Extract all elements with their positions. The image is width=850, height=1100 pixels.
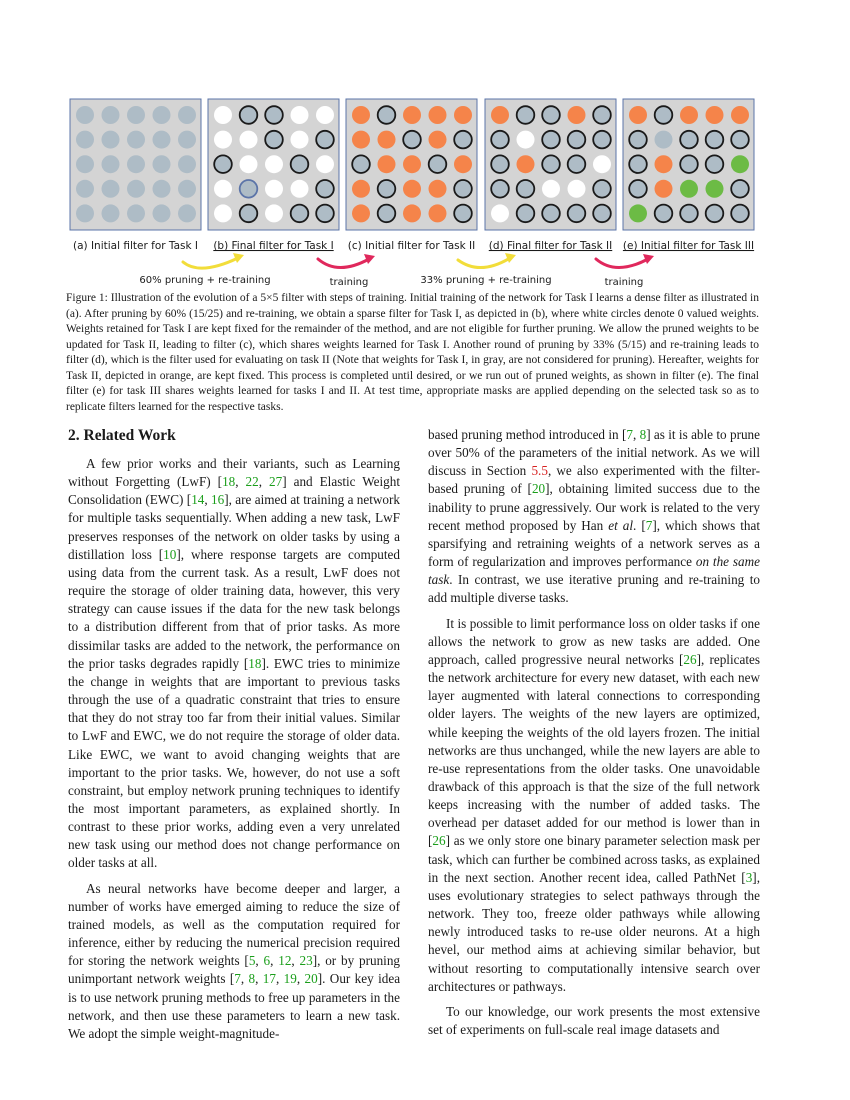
weight-cell — [352, 131, 370, 149]
citation[interactable]: 7 — [234, 971, 241, 987]
text-run: ], or by pruning unimportant network weights [ — [68, 953, 401, 987]
weight-cell — [629, 155, 647, 173]
weight-cell — [454, 180, 472, 198]
weight-cell — [240, 205, 258, 223]
text-run: , — [204, 492, 212, 508]
arrow-curve — [318, 259, 369, 268]
citation[interactable]: 7 — [645, 517, 653, 533]
text-run: , — [240, 971, 249, 987]
weight-cell — [127, 131, 145, 149]
weight-cell — [680, 205, 698, 223]
citation[interactable]: 23 — [299, 953, 313, 969]
text-run: ] as it is able to prune over 50% of the parameters of the initial network. As we will discuss in Section — [428, 427, 761, 479]
weight-cell — [491, 204, 509, 222]
text-run: ], replicates the network architecture for every new dataset, with each new layer augmented with lateral connections to corresponding older layers. The weights of the new layers are optimized, while keeping the weights of the old layers frozen. The initial networks are thus unchanged, while the new layers are able to re-use representations from the older tasks. One unavoidable drawback of this approach is that the size of the full network keeps increasing with the number of added tasks. The overhead per dataset added for our method is lower than in [ — [428, 651, 760, 849]
citation[interactable]: 20 — [304, 971, 318, 987]
weight-cell — [316, 205, 334, 223]
weight-cell — [178, 204, 196, 222]
weight-cell — [629, 180, 647, 198]
text-run: It is possible to limit performance loss on older tasks if one allows the network to grow as new tasks are added. One approach, called progressive neural networks [ — [428, 615, 760, 667]
weight-cell — [403, 180, 421, 198]
paragraph — [428, 1003, 760, 1039]
weight-cell — [291, 180, 309, 198]
weight-cell — [429, 106, 447, 124]
weight-cell — [127, 204, 145, 222]
weight-cell — [214, 204, 232, 222]
weight-cell — [378, 205, 396, 223]
weight-cell — [265, 131, 283, 149]
panel-label: (d) Final filter for Task II — [488, 240, 613, 252]
weight-cell — [240, 155, 258, 173]
citation[interactable]: 10 — [163, 546, 177, 562]
weight-cell — [316, 180, 334, 198]
weight-cell — [655, 131, 673, 149]
weight-cell — [655, 106, 673, 124]
citation[interactable]: 12 — [278, 953, 292, 969]
weight-cell — [153, 204, 171, 222]
weight-cell — [454, 205, 472, 223]
arrow-head — [364, 254, 375, 264]
weight-cell — [291, 106, 309, 124]
weight-cell — [352, 106, 370, 124]
weight-cell — [153, 155, 171, 173]
panel-label: (b) Final filter for Task I — [213, 240, 334, 252]
weight-cell — [542, 106, 560, 124]
weight-cell — [316, 106, 334, 124]
weight-cell — [655, 155, 673, 173]
weight-cell — [491, 155, 509, 173]
weight-cell — [240, 106, 258, 124]
weight-cell — [352, 180, 370, 198]
weight-cell — [680, 155, 698, 173]
weight-cell — [517, 155, 535, 173]
weight-cell — [265, 155, 283, 173]
weight-cell — [378, 180, 396, 198]
right-column — [428, 426, 760, 1046]
text-run: , — [275, 971, 284, 987]
weight-cell — [568, 106, 586, 124]
weight-cell — [378, 131, 396, 149]
weight-cell — [454, 155, 472, 173]
figure-1 — [0, 0, 850, 300]
weight-cell — [178, 106, 196, 124]
citation[interactable]: 22 — [245, 474, 259, 490]
citation[interactable]: 8 — [248, 971, 256, 987]
transition-arrow — [318, 254, 375, 288]
citation[interactable]: 17 — [262, 971, 276, 987]
citation[interactable]: 19 — [283, 971, 297, 987]
weight-cell — [593, 180, 611, 198]
filter-panel-d — [485, 99, 616, 252]
arrow-curve — [596, 259, 648, 268]
text-run: ]. Our key idea is to use network pruning methods to free up parameters in the network, and then use these parameters to learn a new task. We adopt the simple weight-magnitude- — [68, 971, 401, 1041]
arrow-curve — [458, 258, 510, 268]
citation[interactable]: 6 — [263, 953, 271, 969]
weight-cell — [680, 106, 698, 124]
paragraph — [68, 455, 400, 873]
section-ref[interactable]: 5.5 — [531, 463, 548, 479]
weight-cell — [731, 180, 749, 198]
weight-cell — [568, 155, 586, 173]
weight-cell — [593, 205, 611, 223]
weight-cell — [680, 180, 698, 198]
citation[interactable]: 18 — [222, 474, 236, 490]
text-run: , — [235, 474, 246, 490]
weight-cell — [214, 155, 232, 173]
text-run: , — [291, 953, 300, 969]
weight-cell — [706, 131, 724, 149]
weight-cell — [731, 131, 749, 149]
panel-label: (a) Initial filter for Task I — [73, 240, 198, 252]
caption-label: Figure 1: — [66, 292, 108, 304]
weight-cell — [153, 106, 171, 124]
weight-cell — [568, 180, 586, 198]
weight-cell — [316, 131, 334, 149]
citation[interactable]: 7 — [626, 427, 633, 442]
arrow-label: 60% pruning + re-training — [139, 275, 271, 286]
weight-cell — [454, 131, 472, 149]
text-run: , — [632, 427, 640, 442]
weight-cell — [731, 205, 749, 223]
weight-cell — [429, 180, 447, 198]
text-run: . In contrast, we use iterative pruning and re-training to add multiple diverse tasks. — [428, 572, 760, 606]
weight-cell — [76, 204, 94, 222]
citation[interactable]: 8 — [639, 427, 647, 442]
text-run: , — [296, 971, 305, 987]
emphasis: et al — [608, 517, 634, 533]
weight-cell — [240, 131, 258, 149]
weight-cell — [178, 155, 196, 173]
weight-cell — [542, 131, 560, 149]
weight-cell — [706, 106, 724, 124]
weight-cell — [76, 131, 94, 149]
filter-panel-a — [70, 99, 201, 252]
text-run: A few prior works and their variants, such as Learning without Forgetting (LwF) [ — [68, 456, 400, 490]
weight-cell — [491, 106, 509, 124]
weight-cell — [291, 155, 309, 173]
weight-cell — [491, 180, 509, 198]
text-run: ] as we only store one binary parameter selection mask per task, which can further be combined across tasks, as explained in the next section. Another recent idea, called PathNet [ — [428, 833, 760, 885]
filter-panel-c — [346, 99, 477, 252]
paragraph — [68, 880, 400, 1043]
weight-cell — [76, 106, 94, 124]
weight-cell — [178, 131, 196, 149]
weight-cell — [265, 180, 283, 198]
weight-cell — [265, 106, 283, 124]
panel-label: (c) Initial filter for Task II — [347, 240, 476, 252]
weight-cell — [655, 180, 673, 198]
weight-cell — [593, 106, 611, 124]
transition-arrow — [420, 253, 551, 286]
weight-cell — [517, 205, 535, 223]
arrow-label: training — [604, 277, 644, 288]
section-title: 2. Related Work — [68, 427, 176, 444]
weight-cell — [568, 131, 586, 149]
weight-cell — [403, 155, 421, 173]
text-run: ], where response targets are computed using data from the current task. As a result, LwF does not require the storage of older training data, however, this very strategy can cause issues if the data for the new task belongs to a distribution different from that of prior tasks. As more dissimilar tasks are added to the network, the performance on the prior tasks degrades rapidly [ — [68, 546, 401, 671]
weight-cell — [429, 131, 447, 149]
weight-cell — [76, 155, 94, 173]
text-run: ] and Elastic Weight Consolidation (EWC) [ — [68, 474, 401, 508]
weight-cell — [153, 131, 171, 149]
text-run: To our knowledge, our work presents the most extensive set of experiments on full-scale real image datasets and — [428, 1003, 760, 1037]
citation[interactable]: 18 — [248, 655, 262, 671]
weight-cell — [127, 180, 145, 198]
weight-cell — [102, 180, 120, 198]
citation[interactable]: 26 — [432, 833, 446, 849]
weight-cell — [403, 106, 421, 124]
weight-cell — [517, 131, 535, 149]
weight-cell — [542, 205, 560, 223]
weight-cell — [706, 155, 724, 173]
weight-cell — [352, 204, 370, 222]
weight-cell — [629, 204, 647, 222]
weight-cell — [403, 204, 421, 222]
text-run: , — [258, 474, 270, 490]
weight-cell — [214, 106, 232, 124]
text-run: , — [270, 953, 279, 969]
transition-arrow — [596, 254, 654, 288]
weight-cell — [429, 204, 447, 222]
weight-cell — [593, 131, 611, 149]
weight-cell — [403, 131, 421, 149]
weight-cell — [593, 155, 611, 173]
weight-cell — [102, 131, 120, 149]
text-run: As neural networks have become deeper and larger, a number of works have emerged aiming to reduce the size of trained models, as well as the computation required for inference, either by reducing the numerical precision required for storing the network weights [ — [68, 880, 400, 969]
citation[interactable]: 5 — [248, 953, 256, 969]
citation[interactable]: 27 — [269, 474, 283, 490]
weight-cell — [429, 155, 447, 173]
weight-cell — [291, 205, 309, 223]
arrow-label: training — [329, 277, 369, 288]
text-run: ], obtaining limited success due to the inability to prune aggressively. Our work is related to the very recent method proposed by Han — [428, 481, 760, 533]
paragraph — [428, 615, 760, 996]
arrow-label: 33% pruning + re-training — [420, 275, 552, 286]
weight-cell — [731, 155, 749, 173]
text-run: , we also experimented with the filter-based pruning of [ — [428, 463, 760, 497]
weight-cell — [629, 106, 647, 124]
weight-cell — [76, 180, 94, 198]
weight-cell — [706, 205, 724, 223]
text-run: , — [255, 971, 263, 987]
figure-caption — [66, 291, 759, 415]
weight-cell — [629, 131, 647, 149]
weight-cell — [542, 180, 560, 198]
text-run: ], are aimed at training a network for multiple tasks sequentially. When adding a new task, LwF preserves responses of the network on older tasks by using a distillation loss [ — [68, 492, 400, 562]
weight-cell — [102, 106, 120, 124]
arrow-head — [643, 254, 654, 264]
paragraph — [428, 426, 760, 608]
weight-cell — [706, 180, 724, 198]
citation[interactable]: 20 — [531, 481, 546, 497]
weight-cell — [316, 155, 334, 173]
weight-cell — [214, 131, 232, 149]
weight-cell — [102, 204, 120, 222]
text-run: , — [255, 953, 264, 969]
text-run: based pruning method introduced in [ — [428, 427, 627, 442]
weight-cell — [240, 180, 258, 198]
citation[interactable]: 16 — [211, 492, 225, 508]
text-run: ], which shows that sparsifying and retraining weights of a network serves as a form of regularization and improves performance — [428, 517, 760, 570]
weight-cell — [378, 106, 396, 124]
weight-cell — [265, 204, 283, 222]
citation[interactable]: 3 — [745, 869, 753, 885]
caption-text: Illustration of the evolution of a 5×5 filter with steps of training. Initial training of the network for Task I learns a dense filter as illustrated in (a). After pruning by 60% (15/25) and re-training, we obtain a sparse filter for Task I, as depicted in (b), where white circles denote 0 valued weights. Weights retained for Task I are kept fixed for the remainder of the method, and are not eligible for further pruning. We allow the pruned weights to be updated for Task II, leading to filter (c), which shares weights learned for Task I. Another round of pruning by 33% (5/15) and re-training leads to filter (d), which is the filter used for evaluating on task II (Note that weights for Task I, in gray, are not considered for pruning). Hereafter, weights for Task II, depicted in orange, are kept fixed. This process is completed until desired, or we run out of pruned weights, as shown in filter (e). The final filter (e) for task III shares weights learned for tasks I and II. At test time, appropriate masks are applied depending on the selected task so as to replicate filters learned for the respective tasks. — [66, 292, 759, 413]
left-column — [68, 426, 400, 1050]
weight-cell — [517, 180, 535, 198]
weight-cell — [291, 131, 309, 149]
transition-arrow — [139, 253, 270, 286]
weight-cell — [127, 106, 145, 124]
weight-cell — [517, 106, 535, 124]
text-run: . [ — [633, 517, 646, 533]
weight-cell — [568, 205, 586, 223]
weight-cell — [352, 155, 370, 173]
weight-cell — [491, 131, 509, 149]
weight-cell — [655, 205, 673, 223]
weight-cell — [542, 155, 560, 173]
weight-cell — [731, 106, 749, 124]
weight-cell — [454, 106, 472, 124]
weight-cell — [178, 180, 196, 198]
text-run: ], uses evolutionary strategies to select pathways through the network. They too, freeze older pathways while allowing newly introduced tasks to re-use older neurons. At a high hevel, our method aims at achieving similar behavior, but without resorting to computationally intensive search over architectures or pathways. — [428, 869, 760, 994]
weight-cell — [102, 155, 120, 173]
weight-cell — [680, 131, 698, 149]
citation[interactable]: 14 — [191, 492, 205, 508]
weight-cell — [378, 155, 396, 173]
filter-panel-e — [623, 99, 754, 252]
emphasis: on the same task — [428, 554, 760, 588]
citation[interactable]: 26 — [683, 651, 697, 667]
text-run: ]. EWC tries to minimize the change in weights that are important to previous tasks through the use of a quadratic constraint that tries to ensure that they do not stray too far from their initial values. Similar to LwF and EWC, we do not require the storage of older data. Like EWC, we want to avoid changing weights that are important to the prior tasks. We, however, do not use a soft constraint, but employ network pruning techniques to identify the most important parameters, as explained shortly. In contrast to these prior works, adding even a very unrelated new task using our method does not change performance on older tasks at all. — [68, 655, 400, 871]
weight-cell — [214, 180, 232, 198]
weight-cell — [153, 180, 171, 198]
weight-cell — [127, 155, 145, 173]
filter-panel-b — [208, 99, 339, 252]
panel-label: (e) Initial filter for Task III — [622, 240, 755, 252]
arrow-curve — [183, 258, 238, 268]
